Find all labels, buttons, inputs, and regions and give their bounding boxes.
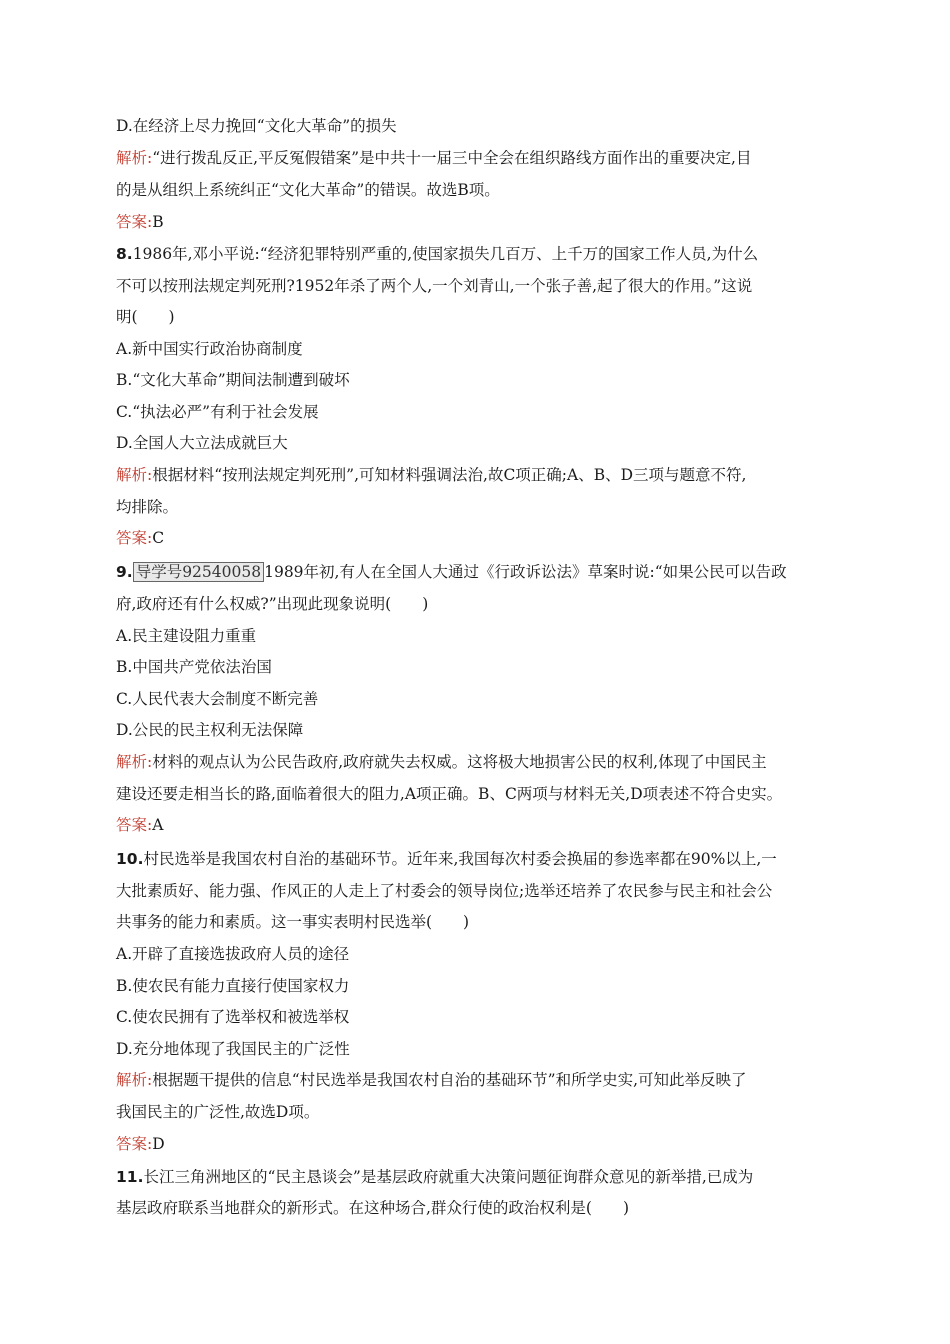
answer-label: 答案: (116, 1135, 153, 1153)
q8-option-b: B.“文化大革命”期间法制遭到破坏 (116, 371, 350, 389)
q9-stem: 9. 导学号92540058 1989年初,有人在全国人大通过《行政诉讼法》草案时说:“如果公民可以告政 (116, 563, 787, 581)
q8-option-a: A.新中国实行政治协商制度 (116, 340, 303, 358)
q10-stem-cont: 大批素质好、能力强、作风正的人走上了村委会的领导岗位;选举还培养了农民参与民主和社会公 (116, 882, 773, 900)
q7-analysis-cont: 的是从组织上系统纠正“文化大革命”的错误。故选B项。 (116, 181, 500, 199)
q8-option-d: D.全国人大立法成就巨大 (116, 434, 288, 452)
q11-number: 11. (116, 1168, 144, 1186)
q7-option-d: D.在经济上尽力挽回“文化大革命”的损失 (116, 117, 397, 135)
answer-label: 答案: (116, 213, 153, 231)
q10-answer: 答案:D (116, 1135, 165, 1153)
q9-option-b: B.中国共产党依法治国 (116, 658, 272, 676)
q8-stem: 8.1986年,邓小平说:“经济犯罪特别严重的,使国家损失几百万、上千万的国家工作人员,为什么 (116, 245, 759, 263)
q7-analysis: 解析:“进行拨乱反正,平反冤假错案”是中共十一届三中全会在组织路线方面作出的重要决定,目 (116, 149, 752, 167)
q7-answer: 答案:B (116, 213, 164, 231)
q9-option-a: A.民主建设阻力重重 (116, 627, 257, 645)
q8-stem-cont: 不可以按刑法规定判死刑?1952年杀了两个人,一个刘青山,一个张子善,起了很大的作用。”这说 (116, 277, 753, 295)
q10-analysis-cont: 我国民主的广泛性,故选D项。 (116, 1103, 320, 1121)
q10-stem: 10.村民选举是我国农村自治的基础环节。近年来,我国每次村委会换届的参选率都在90%以上,一 (116, 850, 777, 868)
analysis-label: 解析: (116, 466, 153, 484)
analysis-label: 解析: (116, 1071, 153, 1089)
q10-option-d: D.充分地体现了我国民主的广泛性 (116, 1040, 350, 1058)
answer-label: 答案: (116, 529, 153, 547)
q8-stem-end: 明( ) (116, 308, 175, 326)
q9-answer: 答案:A (116, 816, 164, 834)
q8-option-c: C.“执法必严”有利于社会发展 (116, 403, 319, 421)
q8-analysis: 解析:根据材料“按刑法规定判死刑”,可知材料强调法治,故C项正确;A、B、D三项与题意不符, (116, 466, 747, 484)
analysis-label: 解析: (116, 149, 153, 167)
q8-number: 8. (116, 245, 133, 263)
analysis-label: 解析: (116, 753, 153, 771)
q10-number: 10. (116, 850, 144, 868)
q8-analysis-cont: 均排除。 (116, 498, 179, 516)
q9-stem-cont: 府,政府还有什么权威?”出现此现象说明( ) (116, 595, 429, 613)
q10-analysis: 解析:根据题干提供的信息“村民选举是我国农村自治的基础环节”和所学史实,可知此举反映了 (116, 1071, 747, 1089)
q10-option-b: B.使农民有能力直接行使国家权力 (116, 977, 350, 995)
q8-answer: 答案:C (116, 529, 165, 547)
q9-number: 9. (116, 563, 133, 581)
q9-analysis: 解析:材料的观点认为公民告政府,政府就失去权威。这将极大地损害公民的权利,体现了中国民主 (116, 753, 767, 771)
study-number-tag: 导学号92540058 (133, 562, 264, 582)
answer-label: 答案: (116, 816, 153, 834)
q10-option-c: C.使农民拥有了选举权和被选举权 (116, 1008, 350, 1026)
q11-stem-cont: 基层政府联系当地群众的新形式。在这种场合,群众行使的政治权利是( ) (116, 1199, 630, 1217)
q9-analysis-cont: 建设还要走相当长的路,面临着很大的阻力,A项正确。B、C两项与材料无关,D项表述不符合史实。 (116, 785, 783, 803)
q10-stem-end: 共事务的能力和素质。这一事实表明村民选举( ) (116, 913, 470, 931)
q11-stem: 11.长江三角洲地区的“民主恳谈会”是基层政府就重大决策问题征询群众意见的新举措,已成为 (116, 1168, 754, 1186)
q9-option-c: C.人民代表大会制度不断完善 (116, 690, 319, 708)
q10-option-a: A.开辟了直接选拔政府人员的途径 (116, 945, 350, 963)
q9-option-d: D.公民的民主权利无法保障 (116, 721, 304, 739)
